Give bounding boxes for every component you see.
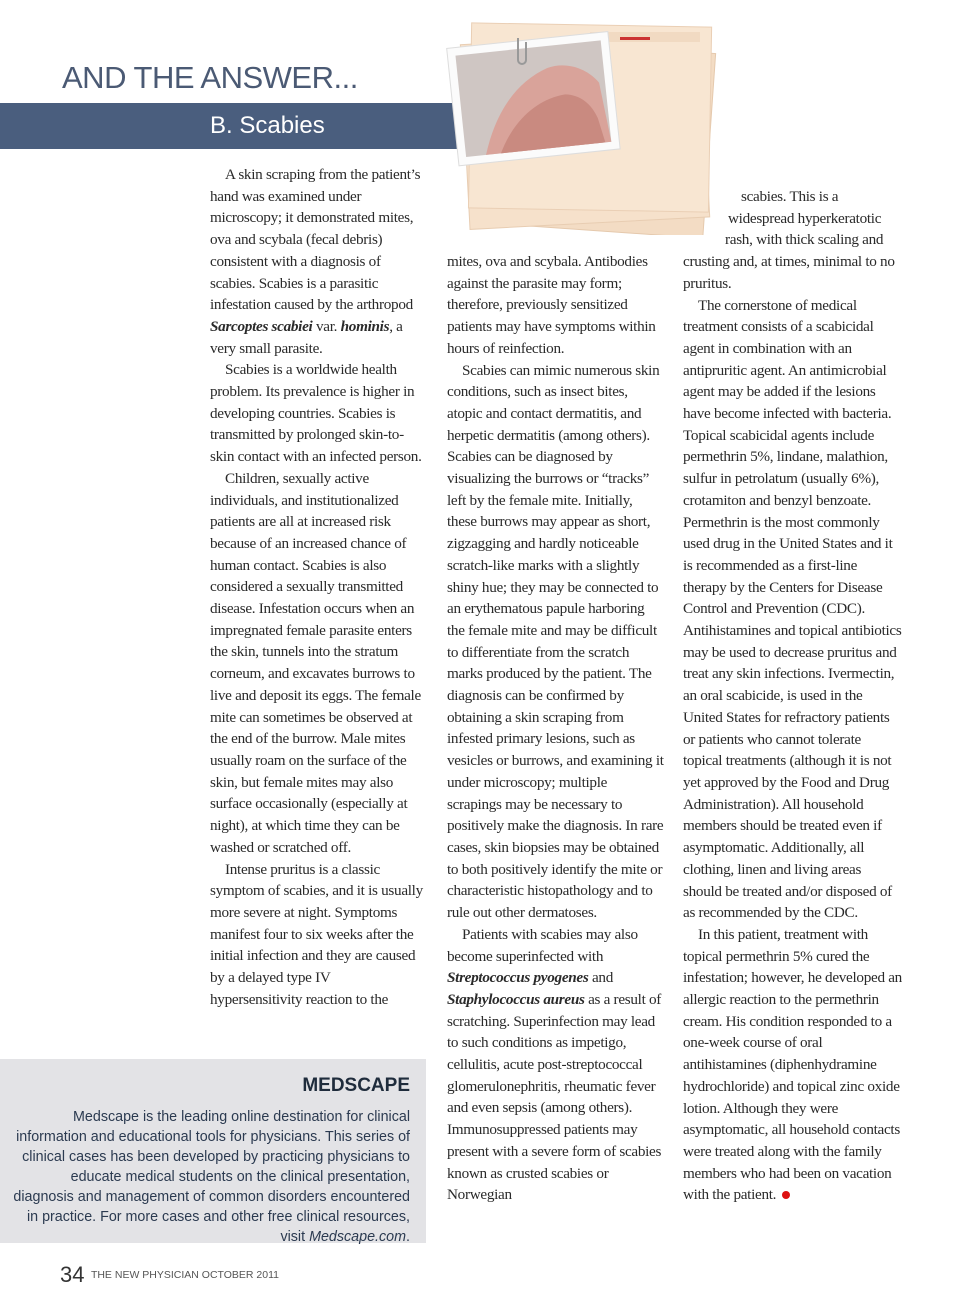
paragraph: Scabies is a worldwide health problem. Its prevalence is higher in developing countries. Scabies is transmitted by prolonged skin-to-skin contact with an infected person. xyxy=(210,361,422,466)
species-name: Staphylococcus aureus xyxy=(447,990,585,1008)
text: A skin scraping from the patient’s hand was examined under microscopy; it demonstrated mites, ova and scybala (fecal debris) consistent with a diagnosis of scabies. Scabies is a parasitic infestation caused by the arthropod xyxy=(210,166,421,314)
page-footer xyxy=(60,1262,279,1288)
text: as a result of scratching. Superinfection may lead to such conditions as impetigo, cellulitis, acute post-streptococcal glomerulonephritis, rheumatic fever and even sepsis (among others). Immunosuppressed patients may present with a severe form of scabies known as crusted scabies or Norwegian xyxy=(447,990,662,1204)
paragraph xyxy=(210,164,425,359)
article-column-3 xyxy=(683,186,903,1206)
species-name: Sarcoptes scabiei xyxy=(210,317,313,335)
page-number: 34 xyxy=(60,1262,85,1287)
paragraph: crusting and, at times, minimal to no pruritus. xyxy=(683,253,895,292)
publication-name: THE NEW PHYSICIAN OCTOBER 2011 xyxy=(90,1269,280,1281)
text: , a very small parasite. xyxy=(210,317,403,357)
paragraph xyxy=(683,924,903,1206)
paragraph xyxy=(447,924,664,1206)
paragraph: mites, ova and scybala. Antibodies against the parasite may form; therefore, previously sensitized patients may have symptoms within hours of reinfection. xyxy=(447,253,656,357)
text: In this patient, treatment with topical permethrin 5% cured the infestation; however, he developed an allergic reaction to the permethrin cream. His condition responded to a one-week course of oral antihistamines (diphenhydramine hydrochloride) and topical zinc oxide lotion. Although they were asymptomatic, all household contacts were treated along with the family members who had been on vacation with the patient. xyxy=(683,925,902,1204)
medscape-sidebar xyxy=(0,1059,426,1243)
section-kicker: AND THE ANSWER... xyxy=(62,60,358,95)
text: var. xyxy=(312,317,341,335)
article-column-2 xyxy=(447,251,664,1206)
sidebar-title: MEDSCAPE xyxy=(302,1075,410,1096)
text-line: rash, with thick scaling and xyxy=(725,231,884,249)
text: and xyxy=(588,969,613,987)
article-column-1 xyxy=(210,164,425,1010)
species-name: Streptococcus pyogenes xyxy=(447,969,589,987)
text: Medscape is the leading online destination for clinical information and educational tools for physicians. This series of clinical cases has been developed by practicing physicians to educate medical students on the clinical presentation, diagnosis and management of common disorders encountered in practice. For more cases and other free clinical resources, visit xyxy=(13,1109,410,1245)
paragraph: Scabies can mimic numerous skin conditions, such as insect bites, atopic and contact dermatitis, and herpetic dermatitis (among others). Scabies can be diagnosed by visualizing the burrows or “tracks” left by the female mite. Initially, these burrows may appear as short, zigzagging and hardly noticeable scratch-like marks with a slightly shiny hue; they may be connected to an erythematous papule harboring the female mite and may be difficult to differentiate from the scratch marks produced by the patient. The diagnosis can be confirmed by obtaining a skin scraping from infested primary lesions, such as vesicles or burrows, and examining it under microscopy; multiple scrapings may be necessary to positively make the diagnosis. In rare cases, skin biopsies may be obtained to both positively identify the mite or characteristic histopathology and to rule out other dermatoses. xyxy=(447,361,664,922)
medscape-link[interactable]: Medscape.com xyxy=(309,1229,407,1245)
answer-title: B. Scabies xyxy=(210,112,325,139)
text: . xyxy=(406,1229,410,1245)
sidebar-text xyxy=(10,1107,410,1247)
text-line: widespread hyperkeratotic xyxy=(728,209,882,227)
paragraph: The cornerstone of medical treatment consists of a scabicidal agent in combination with an antipruritic agent. An antimicrobial agent may be added if the lesions have become infected with bacteria. Topical scabicidal agents include permethrin 5%, lindane, malathion, sulfur in petrolatum (usually 6%), crotamiton and benzyl benzoate. Permethrin is the most commonly used drug in the United States and it is recommended as a first-line therapy by the Centers for Disease Control and Prevention (CDC). Antihistamines and topical antibiotics may be used to decrease pruritus and treat any skin infections. Ivermectin, an oral scabicide, is used in the United States for refractory patients or patients who cannot tolerate topical treatments (although it is not yet approved by the Food and Drug Administration). All household members should be treated even if asymptomatic. Additionally, all clothing, linen and living areas should be treated and/or disposed of as recommended by the CDC. xyxy=(683,296,902,922)
paragraph: Children, sexually active individuals, and institutionalized patients are all at increased risk because of an increased chance of human contact. Scabies is also considered a sexually transmitted disease. Infestation occurs when an impregnated female parasite enters the skin, tunnels into the stratum corneum, and excavates burrows to live and deposit its eggs. The female mite can sometimes be observed at the end of the burrow. Male mites usually roam on the surface of the skin, but female mites may also surface occasionally (especially at night), at which time they can be washed or scratched off. xyxy=(210,469,421,856)
paragraph: Intense pruritus is a classic symptom of scabies, and it is usually more severe at night. Symptoms manifest four to six weeks after the initial infection and they are caused by a delayed type IV hypersensitivity reaction to the xyxy=(210,860,423,1008)
species-name: hominis xyxy=(340,317,390,335)
text: Patients with scabies may also become superinfected with xyxy=(447,925,638,965)
end-mark-icon xyxy=(782,1191,790,1199)
text-line: scabies. This is a xyxy=(741,188,839,205)
